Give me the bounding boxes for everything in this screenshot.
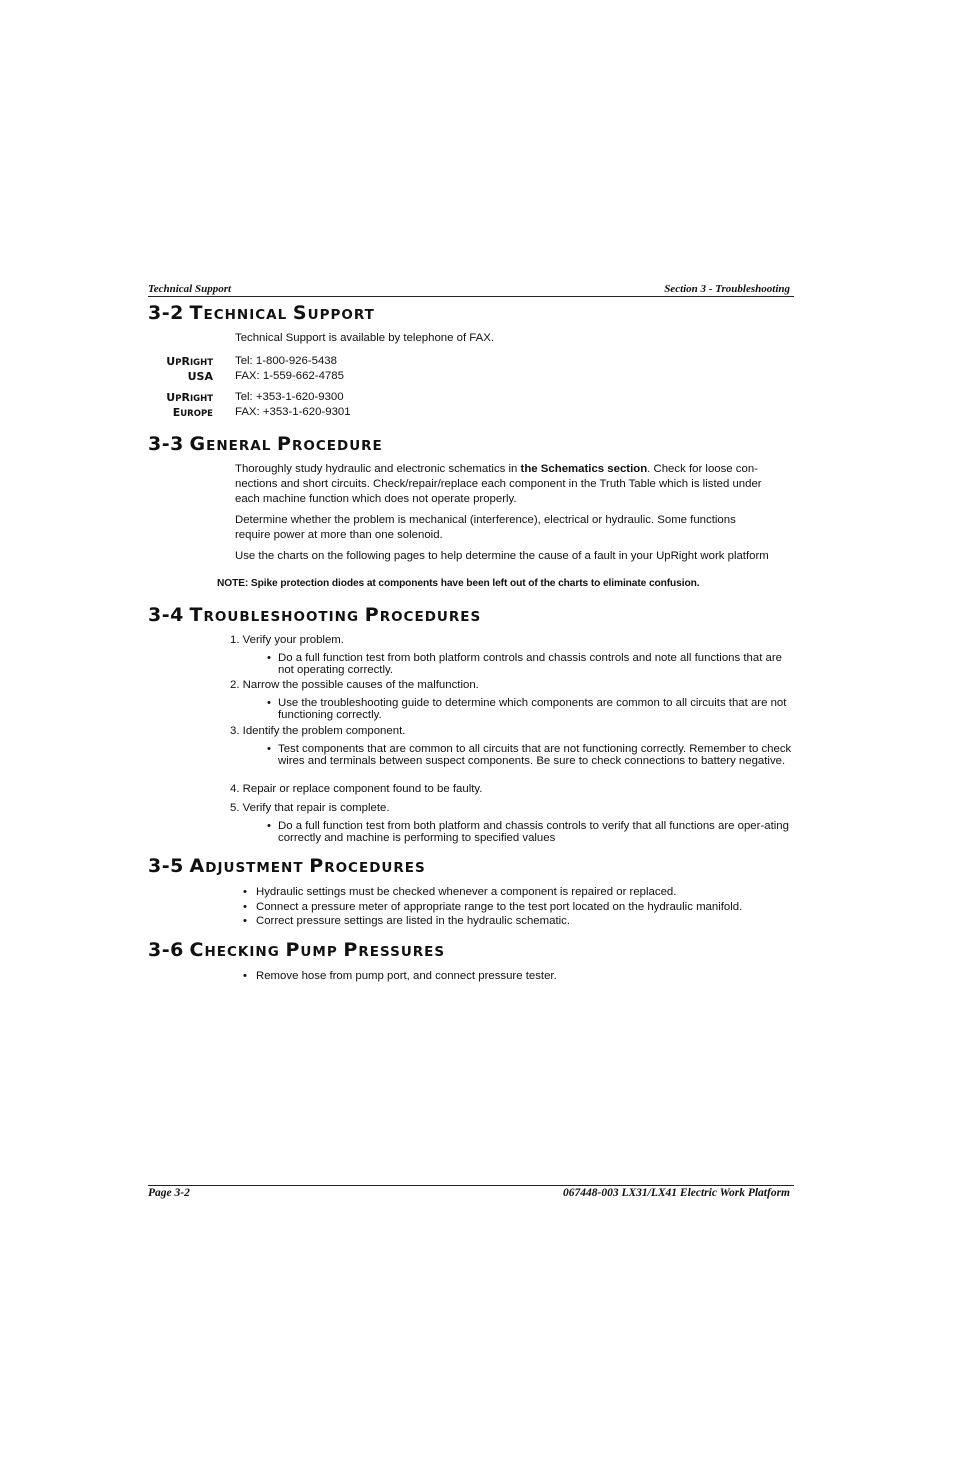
- general-paragraph-1-line-3: each machine function which does not operate properly.: [235, 493, 517, 505]
- europe-fax: FAX: +353-1-620-9301: [235, 406, 351, 418]
- europe-tel: Tel: +353-1-620-9300: [235, 391, 344, 403]
- section-heading-technical-support: 3-2 TECHNICAL SUPPORT: [148, 302, 375, 324]
- section-heading-checking-pump-pressures: 3-6 CHECKING PUMP PRESSURES: [148, 939, 446, 961]
- step-3-bullet: • Test components that are common to all circuits that are not functioning correctly. Remember to check wires and terminals between suspect components. Be sure to check connections to battery negative.: [267, 743, 792, 767]
- support-intro: Technical Support is available by telephone of FAX.: [235, 332, 494, 344]
- general-paragraph-3: Use the charts on the following pages to help determine the cause of a fault in your UpRight work platform: [235, 550, 769, 562]
- footer-right: 067448-003 LX31/LX41 Electric Work Platform: [562, 1187, 790, 1199]
- step-5: 5. Verify that repair is complete.: [230, 802, 390, 814]
- footer-rule: [148, 1185, 794, 1186]
- step-1-bullet: • Do a full function test from both platform controls and chassis controls and note all functions that are not operating correctly.: [267, 652, 782, 676]
- adjustment-item: • Hydraulic settings must be checked whenever a component is repaired or replaced.: [243, 886, 677, 898]
- section-heading-adjustment-procedures: 3-5 ADJUSTMENT PROCEDURES: [148, 855, 426, 877]
- header-rule: [148, 296, 794, 297]
- usa-tel: Tel: 1-800-926-5438: [235, 355, 337, 367]
- note: NOTE: Spike protection diodes at components have been left out of the charts to eliminate confusion.: [217, 578, 700, 589]
- pump-item: • Remove hose from pump port, and connect pressure tester.: [243, 970, 557, 982]
- section-heading-general-procedure: 3-3 GENERAL PROCEDURE: [148, 433, 383, 455]
- usa-fax: FAX: 1-559-662-4785: [235, 370, 344, 382]
- step-3: 3. Identify the problem component.: [230, 725, 406, 737]
- step-4: 4. Repair or replace component found to be faulty.: [230, 783, 483, 795]
- general-paragraph-1-line-1: Thoroughly study hydraulic and electronic schematics in the Schematics section. Check for loose con-: [235, 463, 758, 475]
- general-paragraph-2-line-1: Determine whether the problem is mechanical (interference), electrical or hydraulic. Some functions: [235, 514, 736, 526]
- header-right: Section 3 - Troubleshooting: [664, 283, 790, 295]
- general-paragraph-2-line-2: require power at more than one solenoid.: [235, 529, 443, 541]
- footer-left: Page 3-2: [148, 1187, 190, 1199]
- adjustment-item: • Connect a pressure meter of appropriate range to the test port located on the hydraulic manifold.: [243, 901, 743, 913]
- upright-europe-logo: UPRIGHT EUROPE: [166, 391, 213, 419]
- general-paragraph-1-line-2: nections and short circuits. Check/repair/replace each component in the Truth Table which is listed under: [235, 478, 762, 490]
- section-heading-troubleshooting-procedures: 3-4 TROUBLESHOOTING PROCEDURES: [148, 604, 482, 626]
- upright-usa-logo: UPRIGHT USA: [166, 355, 213, 383]
- step-2: 2. Narrow the possible causes of the malfunction.: [230, 679, 479, 691]
- step-2-bullet: • Use the troubleshooting guide to determine which components are common to all circuits that are not functioning correctly.: [267, 697, 787, 721]
- adjustment-item: • Correct pressure settings are listed in the hydraulic schematic.: [243, 915, 571, 927]
- header-left: Technical Support: [148, 283, 232, 295]
- step-1: 1. Verify your problem.: [230, 634, 344, 646]
- step-5-bullet: • Do a full function test from both platform and chassis controls to verify that all functions are oper-ating correctly and machine is performing to specified values: [267, 820, 789, 844]
